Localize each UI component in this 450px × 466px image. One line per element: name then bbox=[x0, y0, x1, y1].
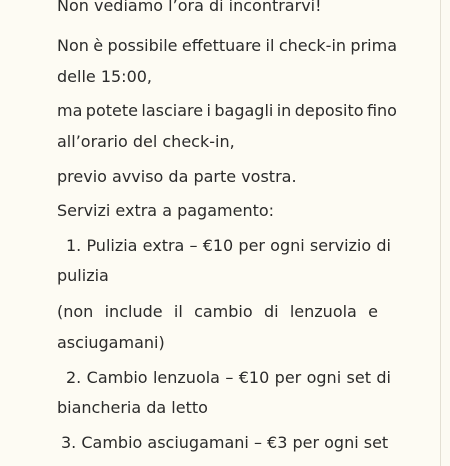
word: il bbox=[173, 302, 183, 321]
word: i bbox=[206, 101, 211, 120]
word: €10 bbox=[202, 236, 234, 255]
word: lasciare bbox=[141, 101, 204, 120]
word: set bbox=[346, 368, 371, 387]
list-item-cleaning-note-1 bbox=[57, 302, 378, 322]
word: (non bbox=[57, 302, 94, 321]
list-item-cleaning-1 bbox=[66, 236, 391, 256]
word: include bbox=[104, 302, 163, 321]
word: servizio bbox=[309, 236, 372, 255]
list-item-cleaning-2: pulizia bbox=[57, 266, 109, 285]
word: cambio bbox=[194, 302, 253, 321]
word: effettuare bbox=[181, 36, 262, 55]
word: Cambio bbox=[86, 368, 148, 387]
word: fino bbox=[366, 101, 397, 120]
message-line-greeting: Non vediamo l’ora di incontrarvi! bbox=[57, 0, 322, 15]
word: lenzuola bbox=[289, 302, 357, 321]
word: €10 bbox=[238, 368, 270, 387]
word: – bbox=[225, 368, 234, 387]
word: il bbox=[265, 36, 275, 55]
word: potete bbox=[85, 101, 138, 120]
list-item-sheets-1 bbox=[66, 368, 391, 388]
word: è bbox=[93, 36, 104, 55]
message-line-luggage-2: all’orario del check-in, bbox=[57, 132, 235, 151]
message-line-checkin-1 bbox=[57, 36, 397, 56]
word: deposito bbox=[294, 101, 364, 120]
list-item-towels-1: 3. Cambio asciugamani – €3 per ogni set bbox=[61, 433, 389, 452]
word: in bbox=[276, 101, 292, 120]
word: 2. bbox=[66, 368, 82, 387]
list-item-cleaning-note-2: asciugamani) bbox=[57, 333, 165, 352]
message-line-checkin-2: delle 15:00, bbox=[57, 67, 153, 86]
word: bagagli bbox=[214, 101, 274, 120]
message-line-notice: previo avviso da parte vostra. bbox=[57, 167, 297, 186]
word: ma bbox=[57, 101, 83, 120]
word: 1. bbox=[66, 236, 82, 255]
message-line-extras-title: Servizi extra a pagamento: bbox=[57, 201, 275, 220]
word: lenzuola bbox=[152, 368, 220, 387]
word: possibile bbox=[107, 36, 178, 55]
word: ogni bbox=[306, 368, 342, 387]
word: extra bbox=[142, 236, 185, 255]
list-item-sheets-2: biancheria da letto bbox=[57, 398, 208, 417]
word: per bbox=[238, 236, 265, 255]
word: di bbox=[263, 302, 279, 321]
word: Non bbox=[57, 36, 89, 55]
word: di bbox=[376, 236, 391, 255]
message-line-luggage-1 bbox=[57, 101, 397, 121]
word: per bbox=[274, 368, 302, 387]
word: Pulizia bbox=[86, 236, 138, 255]
word: di bbox=[376, 368, 391, 387]
word: check-in bbox=[278, 36, 347, 55]
word: prima bbox=[350, 36, 397, 55]
word: ogni bbox=[270, 236, 305, 255]
word: e bbox=[368, 302, 378, 321]
word: – bbox=[189, 236, 198, 255]
